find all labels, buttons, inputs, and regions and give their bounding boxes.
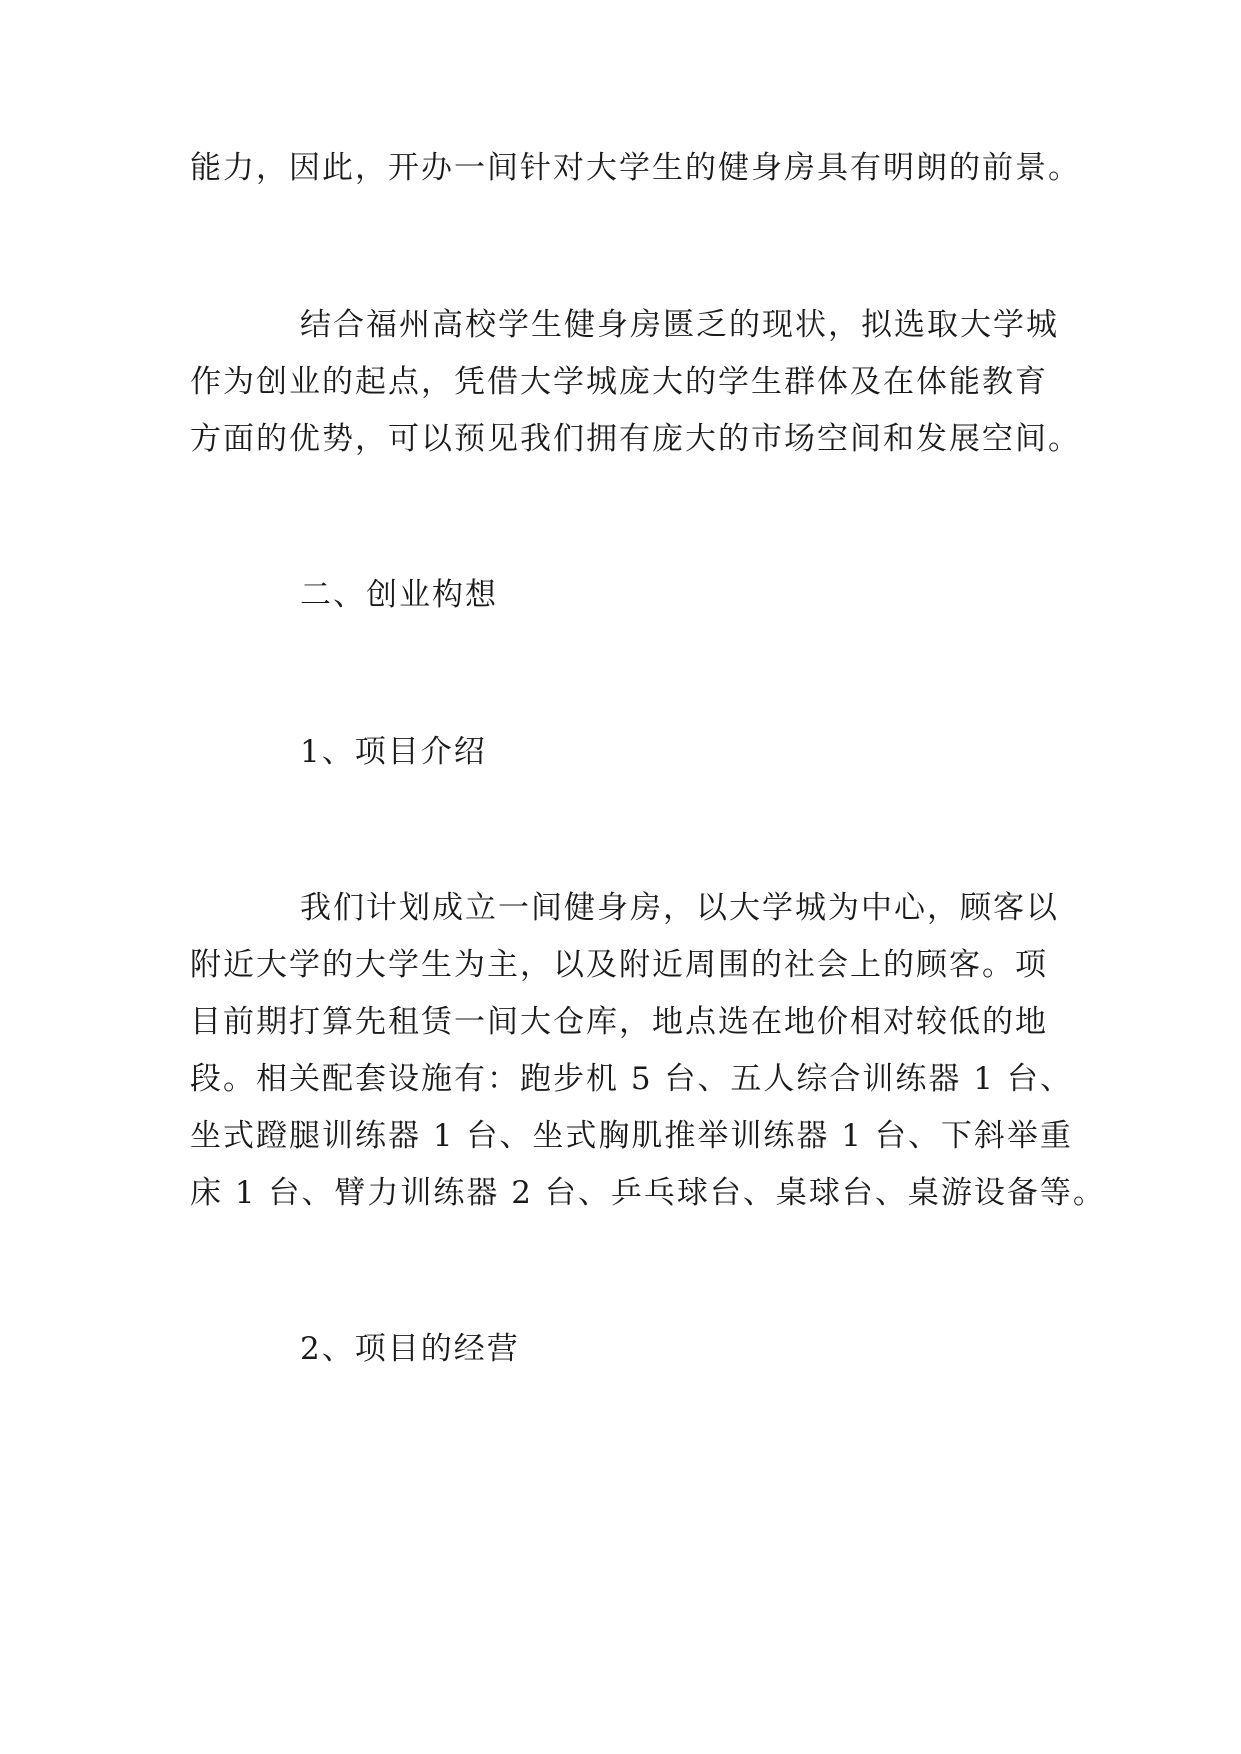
paragraph-line: 坐式蹬腿训练器 1 台、坐式胸肌推举训练器 1 台、下斜举重 bbox=[190, 1118, 1073, 1154]
paragraph-line: 结合福州高校学生健身房匮乏的现状，拟选取大学城 bbox=[300, 307, 1059, 343]
subsection-heading: 1、项目介绍 bbox=[300, 734, 487, 770]
paragraph-line: 方面的优势，可以预见我们拥有庞大的市场空间和发展空间。 bbox=[190, 421, 1081, 457]
paragraph-line: 目前期打算先租赁一间大仓库，地点选在地价相对较低的地 bbox=[190, 1004, 1048, 1040]
paragraph-line: 我们计划成立一间健身房，以大学城为中心，顾客以 bbox=[300, 890, 1059, 926]
paragraph-line: 附近大学的大学生为主，以及附近周围的社会上的顾客。项 bbox=[190, 947, 1048, 983]
section-heading: 二、创业构想 bbox=[300, 577, 498, 613]
paragraph-line: 床 1 台、臂力训练器 2 台、乒乓球台、桌球台、桌游设备等。 bbox=[190, 1175, 1106, 1211]
paragraph-line: 段。相关配套设施有：跑步机 5 台、五人综合训练器 1 台、 bbox=[190, 1061, 1073, 1097]
paragraph-line: 作为创业的起点，凭借大学城庞大的学生群体及在体能教育 bbox=[190, 364, 1048, 400]
paragraph-line: 能力，因此，开办一间针对大学生的健身房具有明朗的前景。 bbox=[190, 150, 1081, 186]
subsection-heading: 2、项目的经营 bbox=[300, 1331, 520, 1367]
